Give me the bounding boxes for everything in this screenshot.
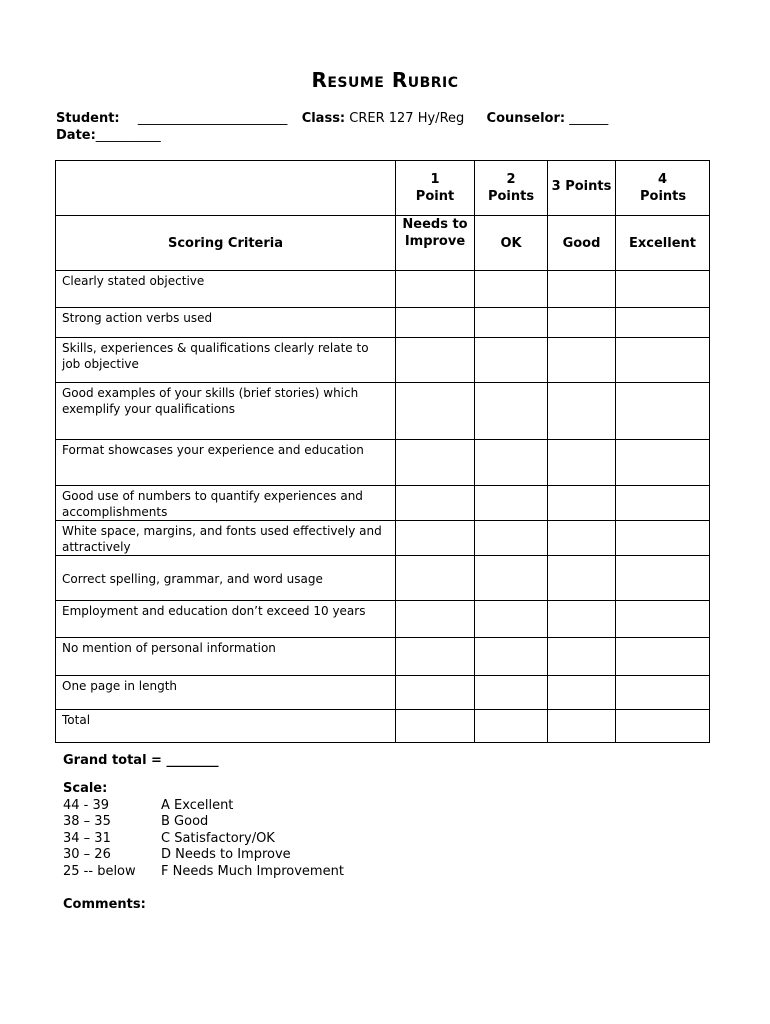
table-row [56,271,710,308]
level-ok: OK [475,216,548,271]
header-blank-cell [56,161,396,216]
table-row [56,601,710,638]
criterion-format: Format showcases your experience and education [56,440,396,486]
score-cell[interactable] [548,521,616,556]
counselor-label: Counselor: [486,111,566,126]
score-cell[interactable] [475,338,548,383]
score-cell[interactable] [475,676,548,710]
score-cell[interactable] [396,710,475,743]
level-good: Good [548,216,616,271]
criterion-personal-info: No mention of personal information [56,638,396,676]
class-label: Class: [301,111,346,126]
criterion-skills-relate: Skills, experiences & qualifications clearly relate to job objective [56,338,396,383]
points-3-header: 3 Points [548,161,616,216]
score-cell[interactable] [616,638,710,676]
score-cell[interactable] [548,338,616,383]
table-row [56,308,710,338]
class-value: CRER 127 Hy/Reg [349,111,465,126]
score-cell[interactable] [616,308,710,338]
score-cell[interactable] [396,383,475,440]
points-4-header: 4 Points [616,161,710,216]
score-cell[interactable] [616,710,710,743]
date-field[interactable]: __________ [95,128,161,143]
list-item [63,864,344,880]
table-row [56,338,710,383]
table-row [56,638,710,676]
page-title: Resume Rubric [311,68,459,92]
score-cell[interactable] [616,556,710,601]
criterion-action-verbs: Strong action verbs used [56,308,396,338]
score-cell[interactable] [475,486,548,521]
scale-range: 30 – 26 [63,847,111,863]
scale-grade: A Excellent [161,798,234,813]
scale-range: 38 – 35 [63,814,111,830]
scale-range: 34 – 31 [63,830,111,846]
student-info-line [56,111,608,126]
student-label: Student: [56,111,120,126]
grand-total: Grand total = ________ [63,753,219,768]
criterion-objective: Clearly stated objective [56,271,396,308]
scale-grade: D Needs to Improve [161,847,291,863]
score-cell[interactable] [396,271,475,308]
score-cell[interactable] [548,638,616,676]
score-cell[interactable] [396,440,475,486]
score-cell[interactable] [616,271,710,308]
criterion-white-space: White space, margins, and fonts used effectively and attractively [56,521,396,556]
score-cell[interactable] [548,556,616,601]
score-cell[interactable] [396,521,475,556]
comments-label: Comments: [63,897,146,912]
total-label: Total [56,710,396,743]
scale-grade: F Needs Much Improvement [161,863,344,879]
score-cell[interactable] [616,521,710,556]
score-cell[interactable] [475,308,548,338]
score-cell[interactable] [548,440,616,486]
score-cell[interactable] [548,486,616,521]
counselor-field[interactable]: ______ [569,111,609,126]
points-1-header: 1 Point [396,161,475,216]
score-cell[interactable] [475,601,548,638]
date-info-line [56,128,161,143]
score-cell[interactable] [475,556,548,601]
score-cell[interactable] [396,556,475,601]
level-needs-improve: Needs to Improve [396,216,475,271]
score-cell[interactable] [616,486,710,521]
score-cell[interactable] [548,271,616,308]
score-cell[interactable] [548,308,616,338]
rubric-table [55,160,710,743]
list-item [63,847,344,863]
score-cell[interactable] [616,338,710,383]
score-cell[interactable] [548,710,616,743]
score-cell[interactable] [548,676,616,710]
score-cell[interactable] [616,383,710,440]
scale-grade: C Satisfactory/OK [161,830,275,846]
score-cell[interactable] [548,383,616,440]
score-cell[interactable] [475,710,548,743]
table-row [56,383,710,440]
scoring-criteria-header: Scoring Criteria [56,216,396,271]
score-cell[interactable] [475,440,548,486]
table-row [56,556,710,601]
criterion-numbers: Good use of numbers to quantify experiences and accomplishments [56,486,396,521]
level-excellent: Excellent [616,216,710,271]
table-row [56,521,710,556]
score-cell[interactable] [396,638,475,676]
table-row [56,486,710,521]
points-header-row [56,161,710,216]
score-cell[interactable] [396,486,475,521]
score-cell[interactable] [475,638,548,676]
criterion-examples: Good examples of your skills (brief stories) which exemplify your qualifications [56,383,396,440]
score-cell[interactable] [396,338,475,383]
score-cell[interactable] [475,271,548,308]
criterion-ten-years: Employment and education don’t exceed 10 years [56,601,396,638]
criterion-one-page: One page in length [56,676,396,710]
list-item [63,814,344,830]
score-cell[interactable] [475,521,548,556]
score-cell[interactable] [616,676,710,710]
scale-list [63,798,344,880]
score-cell[interactable] [396,601,475,638]
score-cell[interactable] [475,383,548,440]
list-item [63,831,344,847]
score-cell[interactable] [548,601,616,638]
score-cell[interactable] [616,601,710,638]
date-label: Date: [56,128,96,143]
list-item [63,798,344,814]
scale-grade: B Good [161,814,209,830]
scale-title: Scale: [63,781,108,796]
scale-range: 44 - 39 [63,798,110,813]
levels-header-row [56,216,710,271]
scale-range: 25 -- below [63,863,136,879]
score-cell[interactable] [616,440,710,486]
total-row [56,710,710,743]
criterion-spelling: Correct spelling, grammar, and word usage [56,556,396,601]
points-2-header: 2 Points [475,161,548,216]
table-row [56,440,710,486]
table-row [56,676,710,710]
student-field[interactable]: _______________________ [137,111,288,126]
score-cell[interactable] [396,308,475,338]
score-cell[interactable] [396,676,475,710]
